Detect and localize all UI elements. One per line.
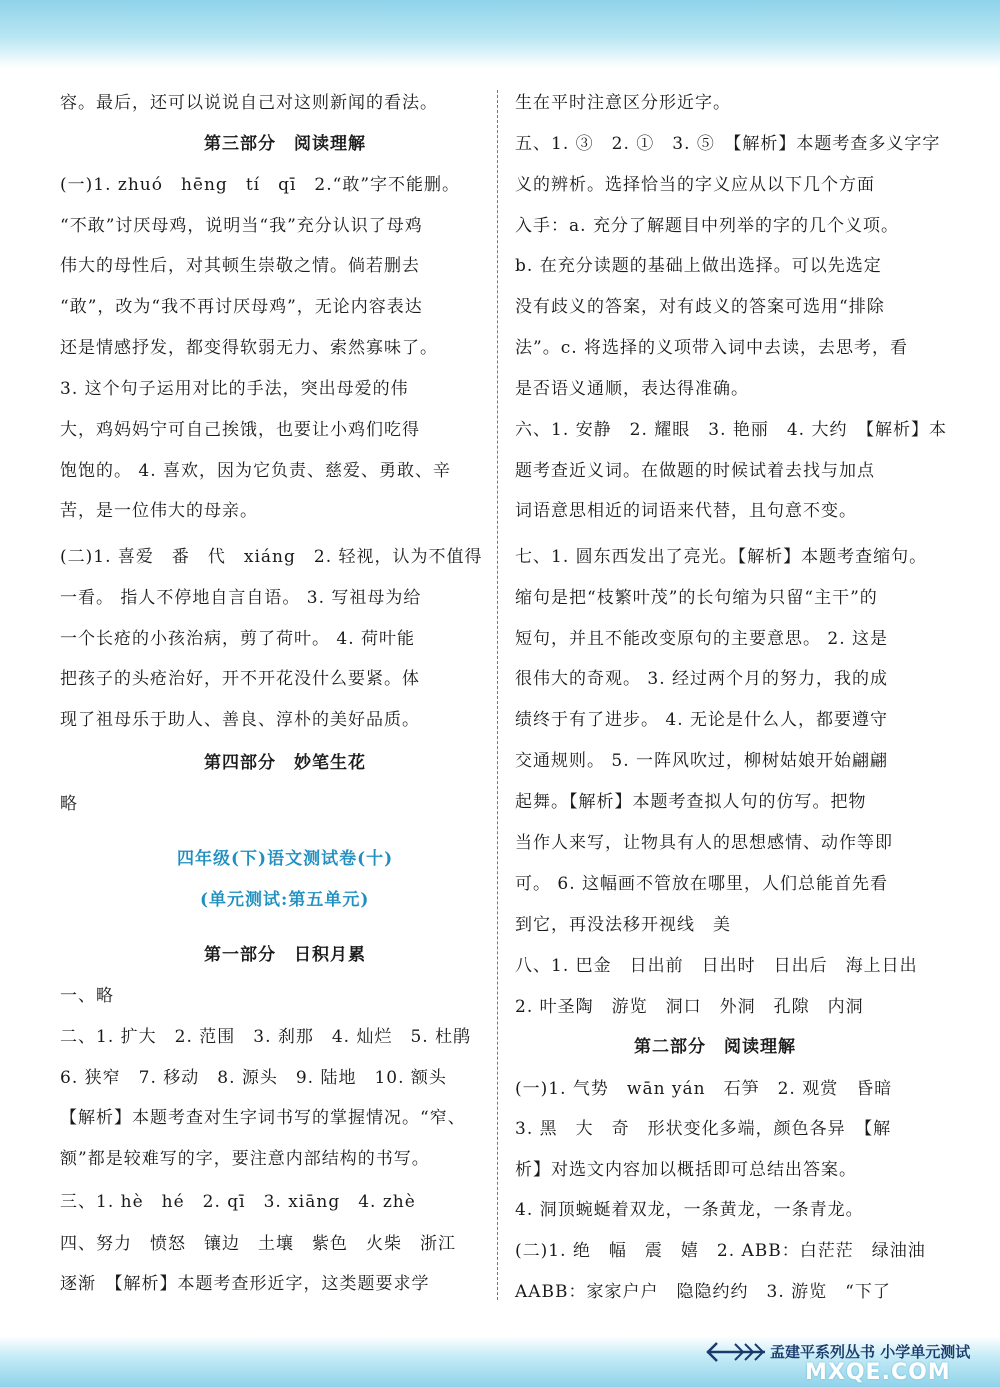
section-heading: 第二部分 阅读理解 <box>634 1037 796 1057</box>
text-line: 到它，再没法移开视线 美 <box>515 915 731 935</box>
text-line: 6. 狭窄 7. 移动 8. 源头 9. 陆地 10. 额头 <box>60 1068 447 1088</box>
text-line: 词语意思相近的词语来代替，且句意不变。 <box>515 501 857 521</box>
section-heading: 四年级(下)语文测试卷(十) <box>177 849 394 869</box>
text-line: b. 在充分读题的基础上做出选择。可以先选定 <box>515 256 882 276</box>
text-line: 3. 黑 大 奇 形状变化多端，颜色各异 【解 <box>515 1119 892 1139</box>
text-line: 七、1. 圆东西发出了亮光。【解析】本题考查缩句。 <box>515 547 928 567</box>
text-line: “不敢”讨厌母鸡，说明当“我”充分认识了母鸡 <box>60 216 423 236</box>
text-line: 法”。c. 将选择的义项带入词中去读，去思考，看 <box>515 338 909 358</box>
text-line: 八、1. 巴金 日出前 日出时 日出后 海上日出 <box>515 956 918 976</box>
text-line: (二)1. 绝 幅 震 嬉 2. ABB：白茫茫 绿油油 <box>515 1241 926 1261</box>
text-line: 现了祖母乐于助人、善良、淳朴的美好品质。 <box>60 710 420 730</box>
text-line: 逐渐 【解析】本题考查形近字，这类题要求学 <box>60 1274 430 1294</box>
text-line: 伟大的母性后，对其顿生崇敬之情。倘若删去 <box>60 256 420 276</box>
text-line: 2. 叶圣陶 游览 洞口 外洞 孔隙 内洞 <box>515 997 864 1017</box>
text-line: 五、1. ③ 2. ① 3. ⑤ 【解析】本题考查多义字字 <box>515 134 941 154</box>
text-line: 苦，是一位伟大的母亲。 <box>60 501 258 521</box>
text-line: 是否语义通顺，表达得准确。 <box>515 379 749 399</box>
text-line: 交通规则。 5. 一阵风吹过，柳树姑娘开始翩翩 <box>515 751 889 771</box>
text-line: 一、略 <box>60 986 114 1006</box>
text-line: 把孩子的头疮治好，开不开花没什么要紧。体 <box>60 669 420 689</box>
column-divider <box>497 90 498 1300</box>
text-line: 饱饱的。 4. 喜欢，因为它负责、慈爱、勇敢、辛 <box>60 461 452 481</box>
text-line: 略 <box>60 794 78 814</box>
text-line: 三、1. hè hé 2. qī 3. xiāng 4. zhè <box>60 1192 416 1212</box>
text-line: 入手：a. 充分了解题目中列举的字的几个义项。 <box>515 216 899 236</box>
watermark: MXQE.COM <box>805 1360 951 1385</box>
text-line: 四、努力 愤怒 镶边 土壤 紫色 火柴 浙江 <box>60 1234 456 1254</box>
text-line: 题考查近义词。在做题的时候试着去找与加点 <box>515 461 875 481</box>
text-line: (一)1. zhuó hēng tí qī 2.“敢”字不能删。 <box>60 175 461 195</box>
text-line: 析】对选文内容加以概括即可总结出答案。 <box>515 1160 857 1180</box>
text-line: 还是情感抒发，都变得软弱无力、索然寡味了。 <box>60 338 438 358</box>
text-line: 六、1. 安静 2. 耀眼 3. 艳丽 4. 大约 【解析】本 <box>515 420 947 440</box>
section-heading: 第一部分 日积月累 <box>204 945 366 965</box>
text-line: 额”都是较难写的字，要注意内部结构的书写。 <box>60 1149 430 1169</box>
text-line: 绩终于有了进步。 4. 无论是什么人，都要遵守 <box>515 710 889 730</box>
footer-series-title: 孟建平系列丛书 小学单元测试 <box>770 1343 971 1361</box>
text-line: 没有歧义的答案，对有歧义的答案可选用“排除 <box>515 297 885 317</box>
text-line: 当作人来写，让物具有人的思想感情、动作等即 <box>515 833 893 853</box>
text-line: 起舞。【解析】本题考查拟人句的仿写。把物 <box>515 792 867 812</box>
text-line: 义的辨析。选择恰当的字义应从以下几个方面 <box>515 175 875 195</box>
text-line: 短句，并且不能改变原句的主要意思。 2. 这是 <box>515 629 889 649</box>
text-line: 缩句是把“枝繁叶茂”的长句缩为只留“主干”的 <box>515 588 878 608</box>
text-line: “敢”，改为“我不再讨厌母鸡”，无论内容表达 <box>60 297 423 317</box>
text-line: 生在平时注意区分形近字。 <box>515 93 731 113</box>
section-heading: 第四部分 妙笔生花 <box>204 753 366 773</box>
top-decorative-band <box>0 0 1000 68</box>
text-line: 可。 6. 这幅画不管放在哪里，人们总能首先看 <box>515 874 889 894</box>
text-line: (二)1. 喜爱 番 代 xiáng 2. 轻视，认为不值得 <box>60 547 483 567</box>
text-line: AABB：家家户户 隐隐约约 3. 游览 “下了 <box>515 1282 891 1302</box>
text-line: 4. 洞顶蜿蜒着双龙，一条黄龙，一条青龙。 <box>515 1200 864 1220</box>
text-line: 【解析】本题考查对生字词书写的掌握情况。“窄、 <box>60 1108 466 1128</box>
text-line: 容。最后，还可以说说自己对这则新闻的看法。 <box>60 93 438 113</box>
text-line: (一)1. 气势 wān yán 石笋 2. 观赏 昏暗 <box>515 1079 893 1099</box>
text-line: 二、1. 扩大 2. 范围 3. 刹那 4. 灿烂 5. 杜鹃 <box>60 1027 472 1047</box>
text-line: 一看。 指人不停地自言自语。 3. 写祖母为给 <box>60 588 422 608</box>
text-line: 3. 这个句子运用对比的手法，突出母爱的伟 <box>60 379 409 399</box>
text-line: 大，鸡妈妈宁可自己挨饿，也要让小鸡们吃得 <box>60 420 420 440</box>
section-heading: 第三部分 阅读理解 <box>204 134 366 154</box>
section-heading: (单元测试:第五单元) <box>200 890 370 910</box>
arrow-icon <box>705 1340 767 1364</box>
text-line: 很伟大的奇观。 3. 经过两个月的努力，我的成 <box>515 669 889 689</box>
text-line: 一个长疮的小孩治病，剪了荷叶。 4. 荷叶能 <box>60 629 416 649</box>
